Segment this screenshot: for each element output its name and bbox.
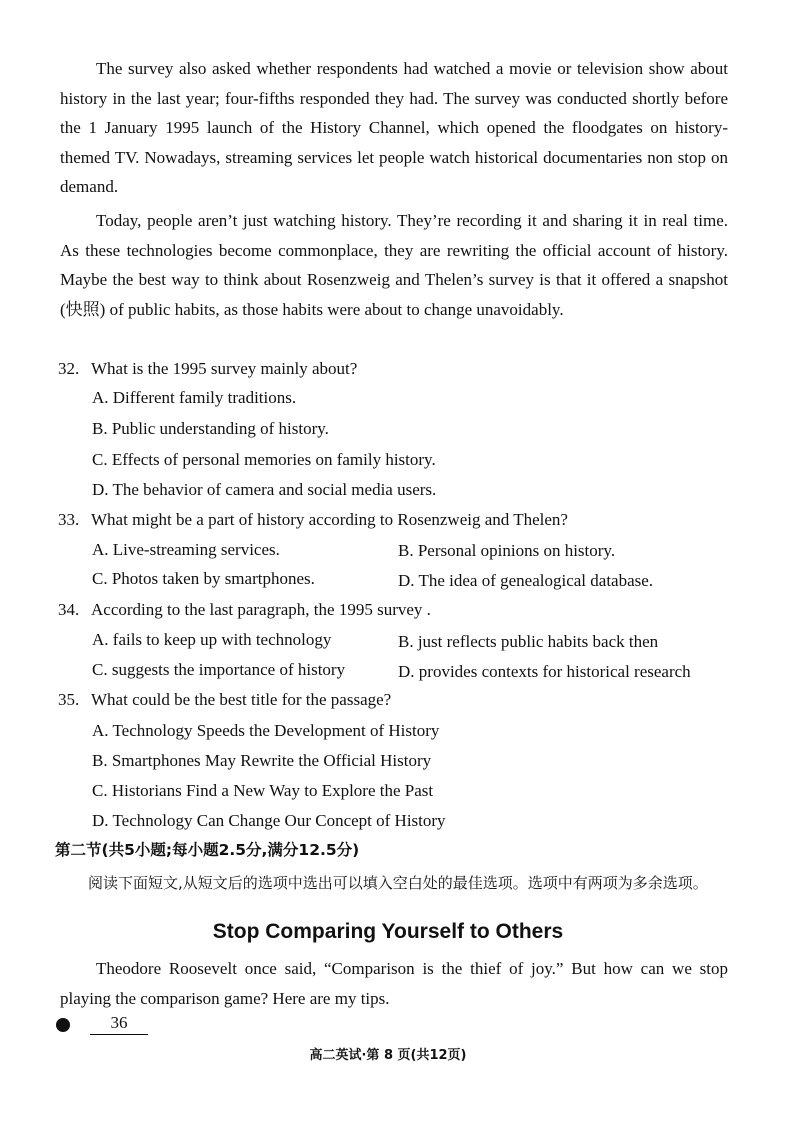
option-33a: A. Live-streaming services. [92, 540, 280, 559]
blank-36: 36 [90, 1012, 148, 1035]
option-34d: D. provides contexts for historical research [398, 662, 691, 681]
option-32a: A. Different family traditions. [92, 388, 297, 407]
passage-paragraph-2: Today, people aren’t just watching history. They’re recording it and sharing it in real time. As these technologies become commonplace, they are rewriting the official account of history. Maybe the best way to think about Rosenzweig and Thelen’s survey is that it offered a snapshot (快照) of public habits, as those habits were about to change unavoidably. [60, 211, 728, 319]
bullet-icon [56, 1018, 70, 1032]
option-32b: B. Public understanding of history. [92, 419, 329, 438]
option-33c: C. Photos taken by smartphones. [92, 569, 315, 588]
option-35c: C. Historians Find a New Way to Explore the Past [92, 781, 434, 800]
section-instruction: 阅读下面短文,从短文后的选项中选出可以填入空白处的最佳选项。选项中有两项为多余选项。 [88, 874, 708, 892]
option-32d: D. The behavior of camera and social media users. [92, 480, 437, 499]
option-34a: A. fails to keep up with technology [92, 630, 332, 649]
option-35a: A. Technology Speeds the Development of History [92, 721, 440, 740]
option-35b: B. Smartphones May Rewrite the Official History [92, 751, 432, 770]
question-stem: According to the last paragraph, the 1995 survey . [91, 600, 431, 619]
question-stem: What is the 1995 survey mainly about? [91, 359, 358, 378]
question-34: 34. According to the last paragraph, the 1995 survey . [58, 600, 431, 619]
article-intro: Theodore Roosevelt once said, “Comparison is the thief of joy.” But how can we stop playing the comparison game? Here are my tips. [60, 959, 728, 1008]
option-35d: D. Technology Can Change Our Concept of History [92, 811, 446, 830]
option-34b: B. just reflects public habits back then [398, 632, 659, 651]
option-34c: C. suggests the importance of history [92, 660, 346, 679]
question-stem: What might be a part of history according to Rosenzweig and Thelen? [91, 510, 568, 529]
article-title: Stop Comparing Yourself to Others [212, 920, 564, 943]
section-heading: 第二节(共5小题;每小题2.5分,满分12.5分) [55, 841, 360, 859]
question-33: 33. What might be a part of history according to Rosenzweig and Thelen? [58, 510, 568, 529]
question-stem: What could be the best title for the passage? [91, 690, 392, 709]
passage-paragraph-1: The survey also asked whether respondents had watched a movie or television show about history in the last year; four-fifths responded they had. The survey was conducted shortly before the 1 January 1995 launch of the History Channel, which opened the floodgates on history-themed TV. Nowadays, streaming services let people watch historical documentaries non stop on demand. [60, 59, 728, 196]
question-32: 32. What is the 1995 survey mainly about? [58, 359, 358, 378]
question-35: 35. What could be the best title for the passage? [58, 690, 392, 709]
option-32c: C. Effects of personal memories on family history. [92, 450, 436, 469]
page-footer: 高二英试·第 8 页(共12页) [309, 1048, 467, 1063]
option-33b: B. Personal opinions on history. [398, 541, 616, 560]
option-33d: D. The idea of genealogical database. [398, 571, 654, 590]
